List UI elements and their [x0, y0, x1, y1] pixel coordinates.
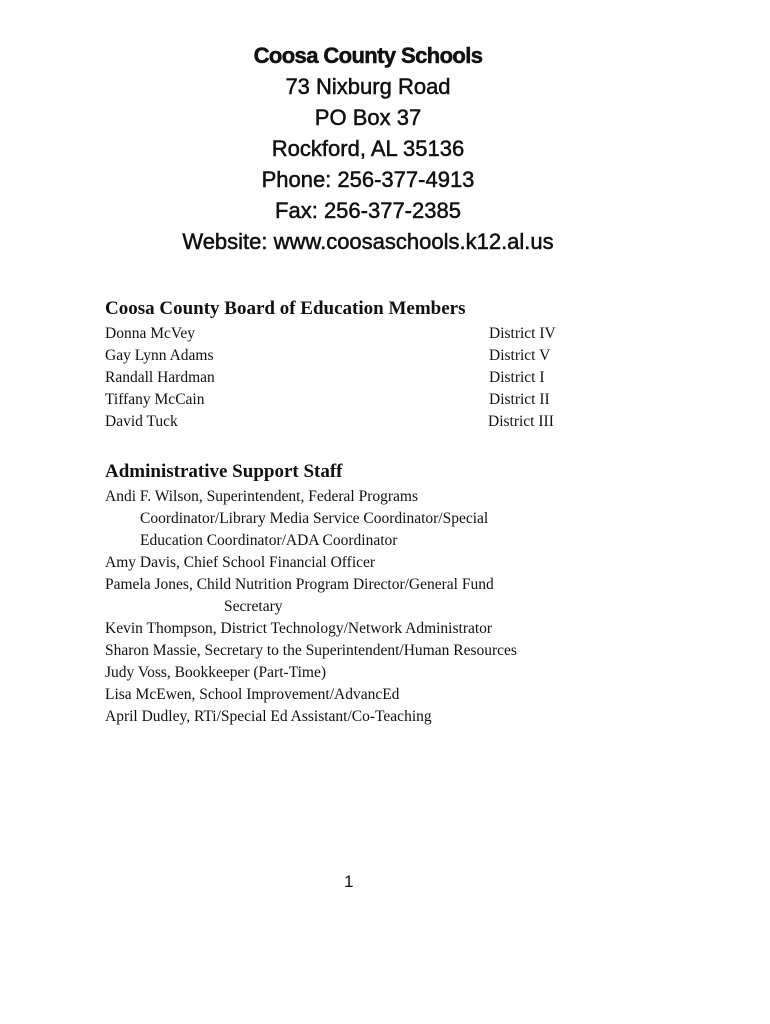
page-number: 1 [344, 872, 354, 891]
board-heading: Coosa County Board of Education Members [105, 298, 466, 319]
board-section [105, 297, 585, 433]
member-district: District IV [489, 325, 556, 342]
po-box-line: PO Box 37 [314, 105, 422, 130]
address-line: 73 Nixburg Road [285, 74, 451, 99]
board-member-row [105, 411, 585, 433]
staff-section [105, 460, 665, 728]
member-name: Donna McVey [105, 325, 195, 342]
staff-line: Andi F. Wilson, Superintendent, Federal Programs [105, 488, 418, 505]
staff-heading: Administrative Support Staff [105, 461, 343, 482]
member-district: District III [488, 413, 554, 430]
staff-line: Judy Voss, Bookkeeper (Part-Time) [105, 664, 327, 681]
header-block [0, 40, 736, 257]
staff-line: Coordinator/Library Media Service Coordinator/Special [140, 510, 489, 527]
board-member-row [105, 367, 585, 389]
board-member-row [105, 345, 585, 367]
member-name: Gay Lynn Adams [105, 347, 214, 364]
fax-line: Fax: 256-377-2385 [275, 198, 461, 223]
website-line: Website: www.coosaschools.k12.al.us [182, 229, 554, 254]
staff-line: Secretary [224, 598, 283, 615]
member-district: District II [489, 391, 550, 408]
phone-line: Phone: 256-377-4913 [261, 167, 475, 192]
board-member-row [105, 389, 585, 411]
member-district: District V [489, 347, 551, 364]
staff-line: Lisa McEwen, School Improvement/AdvancEd [105, 686, 400, 703]
member-name: Randall Hardman [105, 369, 215, 386]
staff-line: Kevin Thompson, District Technology/Network Administrator [105, 620, 493, 637]
staff-line: April Dudley, RTi/Special Ed Assistant/Co-Teaching [105, 708, 432, 725]
city-line: Rockford, AL 35136 [271, 136, 465, 161]
document-title: Coosa County Schools [253, 43, 483, 68]
staff-line: Amy Davis, Chief School Financial Officer [105, 554, 376, 571]
member-name: Tiffany McCain [105, 391, 205, 408]
board-member-row [105, 323, 585, 345]
member-district: District I [489, 369, 545, 386]
staff-line: Education Coordinator/ADA Coordinator [140, 532, 398, 549]
staff-line: Sharon Massie, Secretary to the Superintendent/Human Resources [105, 642, 517, 659]
member-name: David Tuck [105, 413, 178, 430]
staff-line: Pamela Jones, Child Nutrition Program Director/General Fund [105, 576, 494, 593]
